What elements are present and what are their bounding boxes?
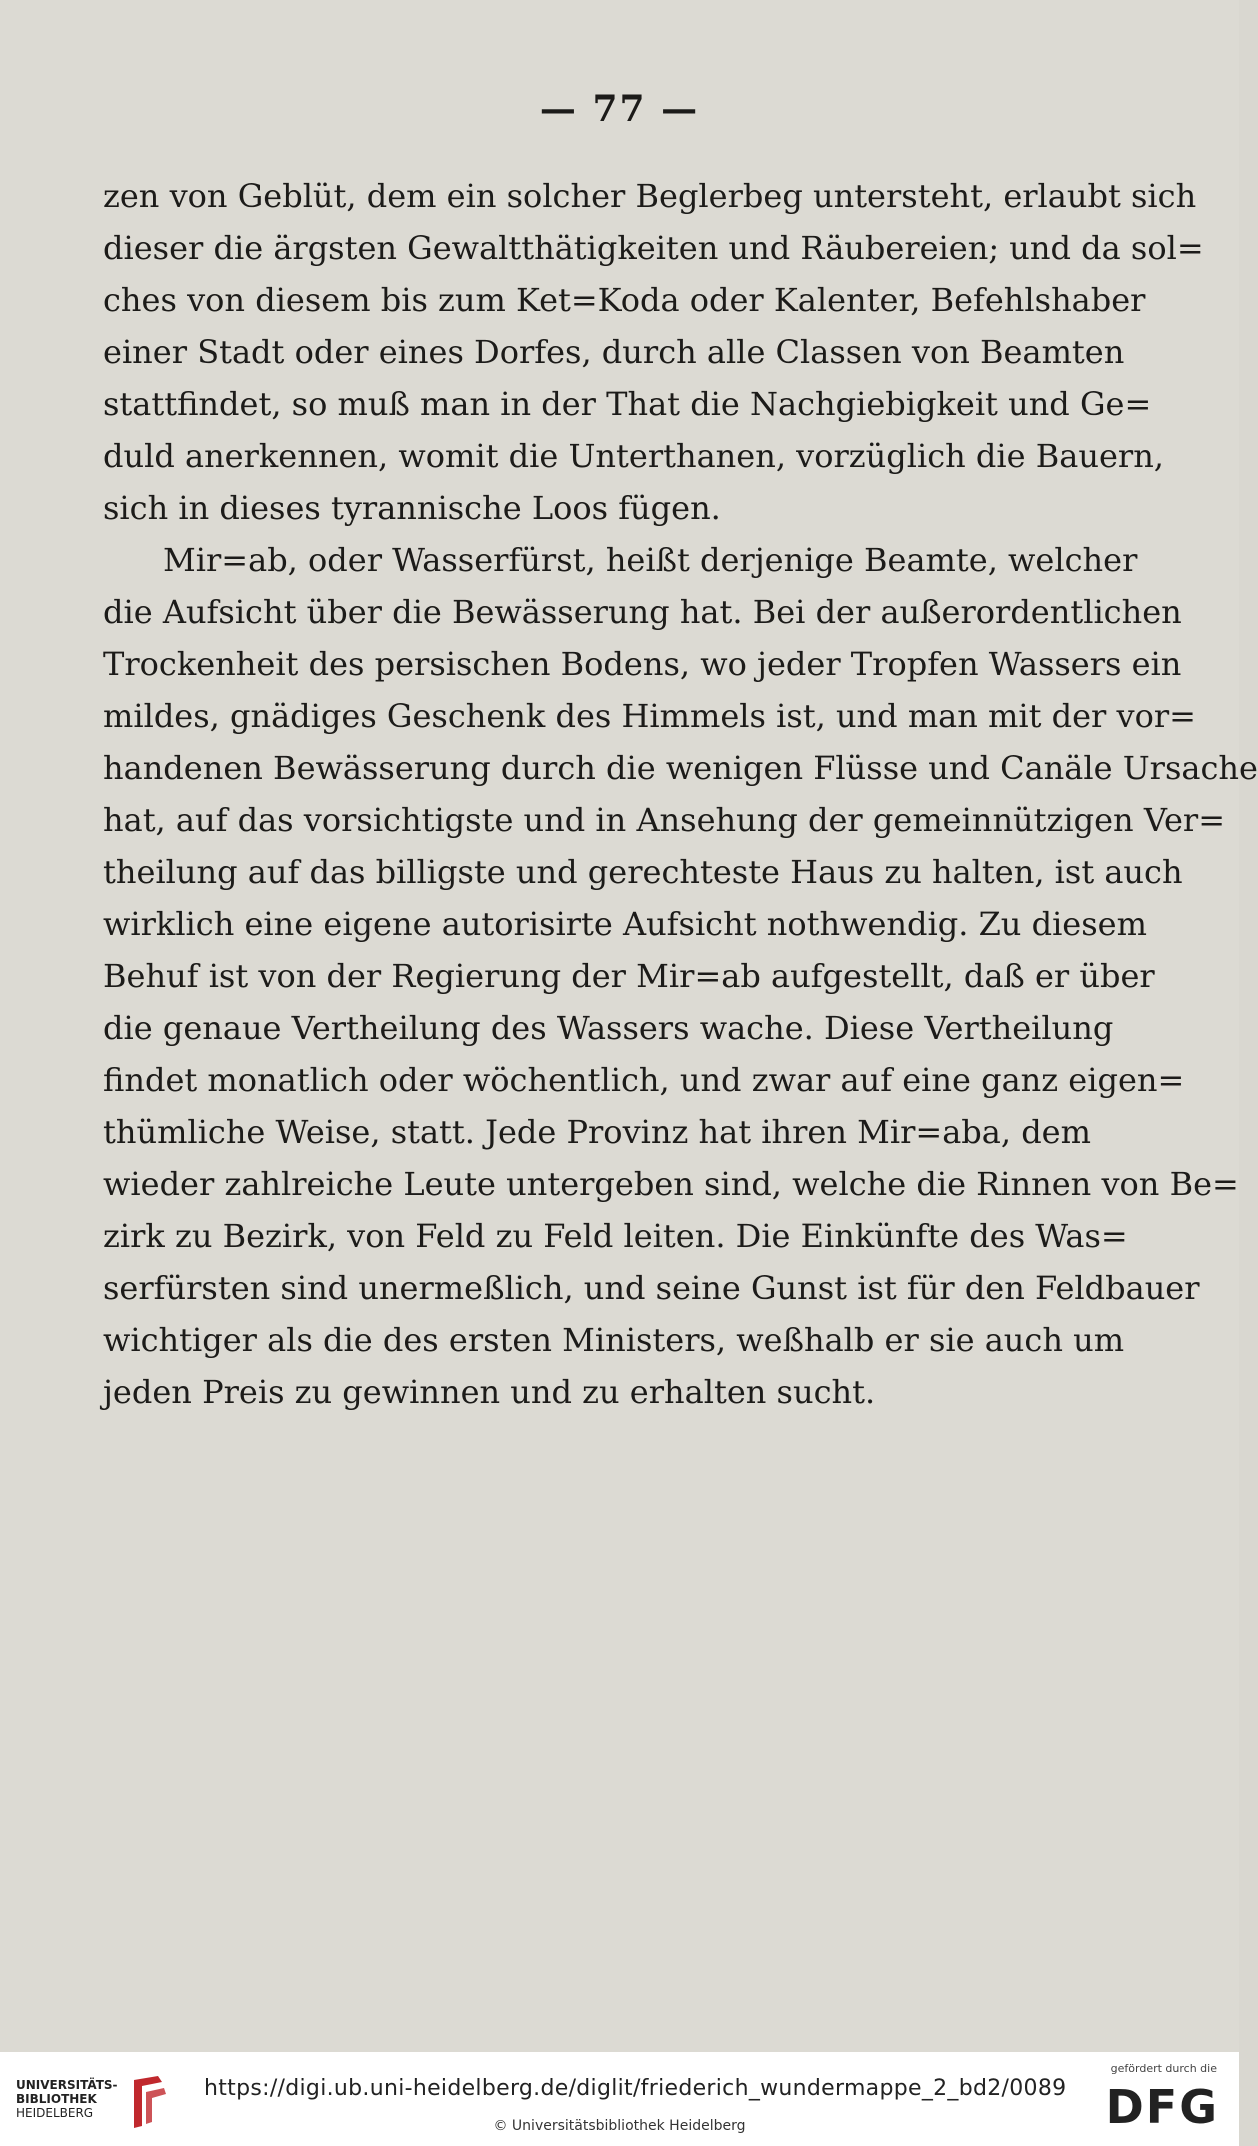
funding-label: gefördert durch die [1110,2062,1217,2075]
text-line: wichtiger als die des ersten Ministers, weßhalb er sie auch um [103,1321,1125,1359]
library-logo [16,2078,126,2120]
text-line: die Aufsicht über die Bewässerung hat. Bei der außerordentlichen [103,593,1182,631]
footer-bar [0,2052,1239,2146]
text-line: dieser die ärgsten Gewaltthätigkeiten und Räubereien; und da sol= [103,229,1204,267]
text-line: wirklich eine eigene autorisirte Aufsicht nothwendig. Zu diesem [103,905,1147,943]
text-line: sich in dieses tyrannische Loos fügen. [103,489,721,527]
text-line: findet monatlich oder wöchentlich, und zwar auf eine ganz eigen= [103,1061,1185,1099]
text-line: handenen Bewässerung durch die wenigen Flüsse und Canäle Ursache [103,749,1258,787]
dfg-logo: DFG [1105,2080,1219,2134]
text-line: jeden Preis zu gewinnen und zu erhalten sucht. [103,1373,876,1411]
body-text [103,170,1258,1418]
text-line: mildes, gnädiges Geschenk des Himmels ist, und man mit der vor= [103,697,1196,735]
text-line: die genaue Vertheilung des Wassers wache. Diese Vertheilung [103,1009,1114,1047]
text-line: stattfindet, so muß man in der That die Nachgiebigkeit und Ge= [103,385,1152,423]
copyright-notice: © Universitätsbibliothek Heidelberg [493,2118,746,2134]
text-line: theilung auf das billigste und gerechteste Haus zu halten, ist auch [103,853,1183,891]
text-line: Behuf ist von der Regierung der Mir=ab aufgestellt, daß er über [103,957,1155,995]
text-line: thümliche Weise, statt. Jede Provinz hat ihren Mir=aba, dem [103,1113,1091,1151]
text-line: wieder zahlreiche Leute untergeben sind, welche die Rinnen von Be= [103,1165,1239,1203]
library-logo-line: HEIDELBERG [16,2106,94,2120]
permalink-url[interactable]: https://digi.ub.uni-heidelberg.de/diglit/friederich_wundermappe_2_bd2/0089 [204,2076,1067,2101]
text-line: Mir=ab, oder Wasserfürst, heißt derjenige Beamte, welcher [163,541,1138,579]
text-line: Trockenheit des persischen Bodens, wo jeder Tropfen Wassers ein [103,645,1182,683]
text-line: einer Stadt oder eines Dorfes, durch alle Classen von Beamten [103,333,1125,371]
text-line: serfürsten sind unermeßlich, und seine Gunst ist für den Feldbauer [103,1269,1200,1307]
text-line: ches von diesem bis zum Ket=Koda oder Kalenter, Befehlshaber [103,281,1146,319]
text-line: zirk zu Bezirk, von Feld zu Feld leiten. Die Einkünfte des Was= [103,1217,1128,1255]
library-logo-line: BIBLIOTHEK [16,2092,97,2106]
page-number: — 77 — [539,88,700,130]
text-line: zen von Geblüt, dem ein solcher Beglerbeg untersteht, erlaubt sich [103,177,1197,215]
text-line: duld anerkennen, womit die Unterthanen, vorzüglich die Bauern, [103,437,1164,475]
text-line: hat, auf das vorsichtigste und in Ansehung der gemeinnützigen Ver= [103,801,1226,839]
library-logo-line: UNIVERSITÄTS- [16,2078,118,2092]
